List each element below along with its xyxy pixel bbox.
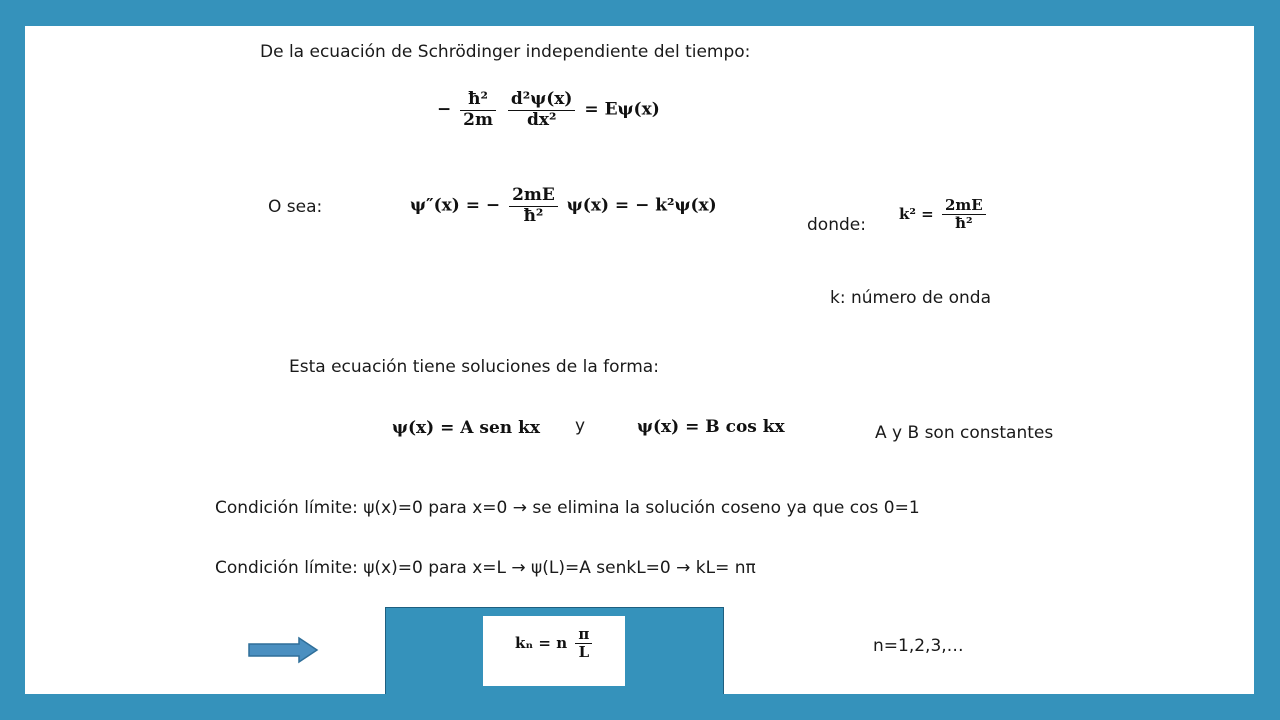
numerator: ħ² — [460, 90, 496, 111]
fraction-2mE — [509, 186, 558, 226]
left-hand-side: kₙ = n — [515, 633, 568, 652]
fraction-2mE — [942, 197, 986, 233]
numerator: π — [575, 626, 592, 644]
denominator: dx² — [526, 109, 557, 130]
right-hand-side: ψ(x) = − k²ψ(x) — [566, 195, 717, 216]
solutions-intro: Esta ecuación tiene soluciones de la forma: — [289, 357, 659, 377]
left-hand-side: k² = — [899, 204, 934, 223]
k-note: k: número de onda — [830, 288, 992, 308]
right-hand-side: = Eψ(x) — [584, 99, 660, 120]
donde-label: donde: — [807, 215, 866, 235]
sine-solution: ψ(x) = A sen kx — [392, 418, 540, 438]
denominator: ħ² — [523, 205, 544, 226]
result-equation-panel — [483, 616, 625, 686]
numerator: d²ψ(x) — [508, 90, 576, 111]
denominator: L — [578, 643, 590, 662]
slide — [25, 26, 1254, 694]
fraction-pi-L — [575, 626, 592, 662]
k-definition — [899, 197, 989, 233]
minus-sign: − — [437, 99, 452, 120]
left-hand-side: ψ″(x) = − — [410, 195, 501, 216]
numerator: 2mE — [509, 186, 558, 207]
result-box — [385, 607, 724, 694]
boundary-condition-2: Condición límite: ψ(x)=0 para x=L → ψ(L)=A senkL=0 → kL= nπ — [215, 558, 756, 578]
and-label: y — [575, 416, 586, 436]
heading: De la ecuación de Schrödinger independiente del tiempo: — [260, 42, 751, 62]
n-values: n=1,2,3,… — [873, 636, 964, 656]
reduced-equation — [410, 186, 717, 226]
o-sea-label: O sea: — [268, 197, 323, 217]
right-arrow-icon — [247, 636, 321, 664]
fraction-second-derivative — [508, 90, 576, 130]
constants-note: A y B son constantes — [875, 423, 1054, 443]
numerator: 2mE — [942, 197, 986, 215]
denominator: 2m — [463, 109, 493, 130]
boundary-condition-1: Condición límite: ψ(x)=0 para x=0 → se elimina la solución coseno ya que cos 0=1 — [215, 498, 920, 518]
cosine-solution: ψ(x) = B cos kx — [637, 417, 785, 437]
kn-equation — [515, 626, 595, 662]
fraction-hbar-2m — [460, 90, 496, 130]
schrodinger-equation — [437, 90, 660, 130]
denominator: ħ² — [955, 214, 973, 233]
